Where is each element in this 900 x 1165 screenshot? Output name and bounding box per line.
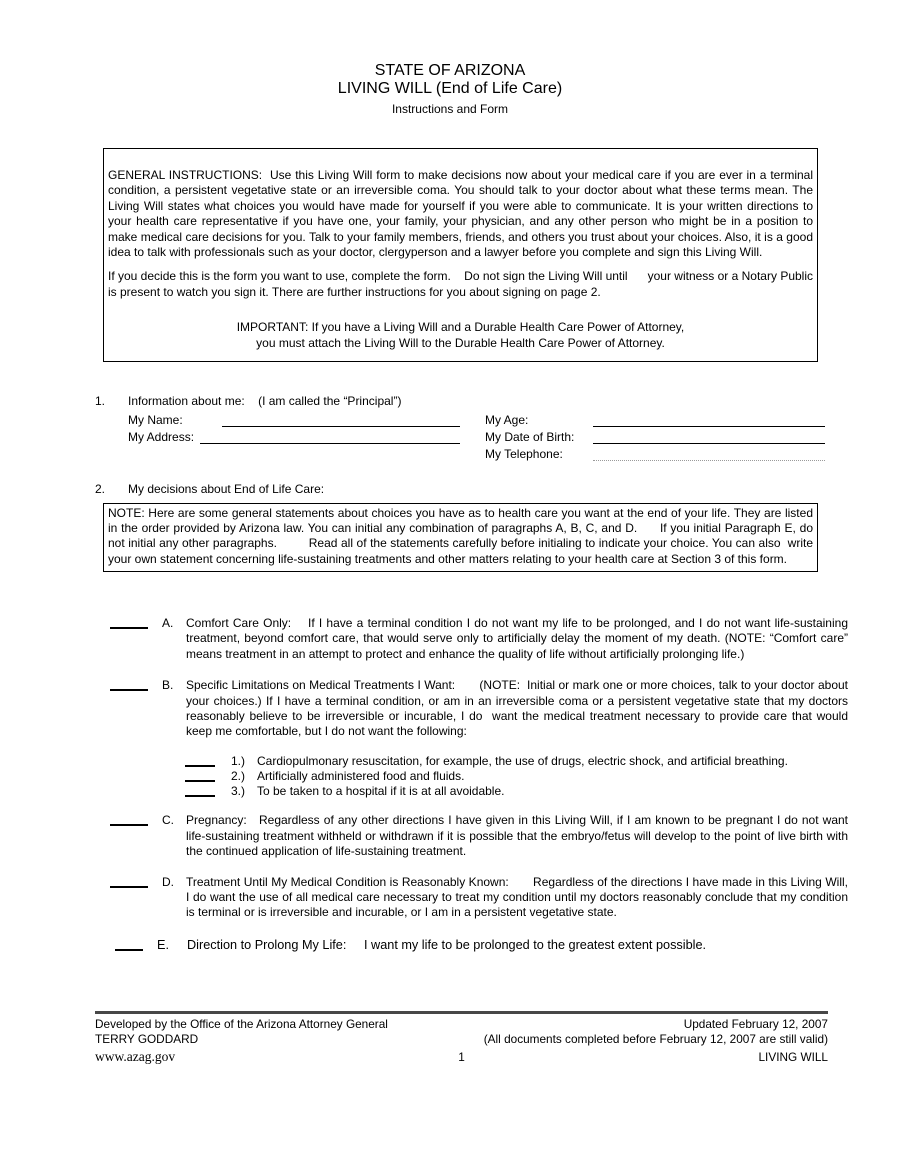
telephone-field-label: My Telephone: <box>485 447 563 461</box>
section-2-number: 2. <box>95 482 106 496</box>
dob-input-line[interactable] <box>593 429 825 444</box>
sub-item-2-text: Artificially administered food and fluids. <box>257 769 465 784</box>
signing-instructions-paragraph: If you decide this is the form you want to use, complete the form. Do not sign the Living Will until your witness or a Notary Public is present to watch you sign it. There are further instructions for you about signing on page 2. <box>108 269 817 299</box>
age-input-line[interactable] <box>593 412 825 427</box>
general-instructions-box <box>103 148 818 362</box>
item-b-text: Specific Limitations on Medical Treatments I Want: (NOTE: Initial or mark one or more choices, talk to your doctor about your choices.) If I have a terminal condition, or am in an irreversible coma or a persistent vegetative state that my doctors reasonably believe to be irreversible or incurable, I do want the medical treatment necessary to provide care that would keep me comfortable, but I do not want the following: <box>186 678 852 739</box>
item-a-text: Comfort Care Only: If I have a terminal condition I do not want my life to be prolonged, and I do not want life-sustaining treatment, beyond comfort care, that would serve only to artificially delay the moment of my death. (NOTE: “Comfort care” means treatment in an attempt to protect and enhance the quality of life without artificially prolonging life.) <box>186 616 852 661</box>
initials-line-d[interactable] <box>110 875 148 888</box>
item-d-treatment-until-known <box>108 874 852 921</box>
page-number: 1 <box>458 1050 465 1064</box>
important-notice <box>108 320 813 351</box>
item-c-letter: C. <box>162 813 174 828</box>
footer-website-link[interactable]: www.azag.gov <box>95 1049 176 1064</box>
note-text: NOTE: Here are some general statements about choices you have as to health care you want at the end of your life. They are listed in the order provided by Arizona law. You can initial any combination of paragraphs A, B, C, and D. If you initial Paragraph E, do not initial any other paragraphs. Read all of the statements carefully before initialing to indicate your choice. You can also write your own statement concerning life-sustaining treatments and other matters relating to your health care at Section 3 of this form. <box>108 506 817 566</box>
initials-line-b1[interactable] <box>185 754 215 767</box>
sub-item-3-text: To be taken to a hospital if it is at all avoidable. <box>257 784 505 799</box>
general-instructions-paragraph: GENERAL INSTRUCTIONS: Use this Living Will form to make decisions now about your medical care if you are ever in a terminal condition, a persistent vegetative state or an irreversible coma. You should talk to your doctor about what these terms mean. The Living Will states what choices you would have made for yourself if you were able to communicate. It is your written directions to your health care representative if you have one, your family, your physician, and any other person who might be in a position to make medical care decisions for you. Talk to your family members, friends, and others you trust about your choices. Also, it is a good idea to talk with professionals such as your doctor, clergyperson and a lawyer before you complete and sign this Living Will. <box>108 168 817 260</box>
item-b-letter: B. <box>162 678 174 693</box>
footer-attorney-general-name: TERRY GODDARD <box>95 1031 199 1046</box>
footer <box>95 1017 828 1065</box>
choice-items-list <box>108 616 852 953</box>
initials-line-e[interactable] <box>115 938 143 951</box>
section-1-information-about-me <box>95 393 825 461</box>
age-field-label: My Age: <box>485 413 529 427</box>
dob-field-label: My Date of Birth: <box>485 430 575 444</box>
sub-item-1-text: Cardiopulmonary resuscitation, for example, the use of drugs, electric shock, and artificial breathing. <box>257 753 788 768</box>
footer-document-label: LIVING WILL <box>758 1050 828 1064</box>
address-input-line[interactable] <box>200 429 460 444</box>
item-e-text: Direction to Prolong My Life: I want my life to be prolonged to the greatest extent possible. <box>187 937 707 952</box>
initials-line-b2[interactable] <box>185 769 215 782</box>
initials-line-a[interactable] <box>110 616 148 629</box>
sub-item-3-hospital <box>185 784 848 799</box>
note-box <box>103 503 818 572</box>
sub-item-2-number: 2.) <box>231 769 246 784</box>
sub-item-2-food-fluids <box>185 769 848 784</box>
item-b-sub-choices <box>185 754 848 800</box>
name-field-label: My Name: <box>128 413 183 427</box>
initials-line-b3[interactable] <box>185 784 215 797</box>
section-1-heading: Information about me: (I am called the “Principal”) <box>128 394 402 408</box>
name-input-line[interactable] <box>222 412 460 427</box>
sub-item-1-number: 1.) <box>231 753 246 768</box>
item-c-pregnancy <box>108 813 852 859</box>
telephone-input-line[interactable] <box>593 446 825 461</box>
sub-item-1-cpr <box>185 754 848 769</box>
item-a-letter: A. <box>162 616 174 630</box>
item-d-letter: D. <box>162 874 174 889</box>
section-2-heading: My decisions about End of Life Care: <box>128 482 325 496</box>
section-2-end-of-life-decisions <box>95 481 825 497</box>
document-title-line1: STATE OF ARIZONA <box>374 62 526 79</box>
initials-line-c[interactable] <box>110 813 148 826</box>
item-c-text: Pregnancy: Regardless of any other directions I have given in this Living Will, if I am known to be pregnant I do not want life-sustaining treatment withheld or withdrawn if it is possible that the embryo/fetus will develop to the point of live birth with the continued application of life-sustaining treatment. <box>186 813 852 859</box>
footer-developed-by: Developed by the Office of the Arizona Attorney General <box>95 1017 388 1031</box>
important-notice-line2: you must attach the Living Will to the Durable Health Care Power of Attorney. <box>256 335 665 350</box>
footer-divider-rule <box>95 1011 828 1014</box>
document-title-line2: LIVING WILL (End of Life Care) <box>337 80 563 97</box>
initials-line-b[interactable] <box>110 678 148 691</box>
item-d-text: Treatment Until My Medical Condition is Reasonably Known: Regardless of the directions I have made in this Living Will, I do want the use of all medical care necessary to treat my condition until my doctors reasonably conclude that my condition is terminal or is irreversible and incurable, or I am in a persistent vegetative state. <box>186 874 852 920</box>
section-1-number: 1. <box>95 394 106 408</box>
item-e-prolong-life <box>108 938 848 953</box>
sub-item-3-number: 3.) <box>231 784 246 799</box>
document-header <box>0 62 900 116</box>
item-b-specific-limitations <box>108 678 852 740</box>
footer-validity-note: (All documents completed before February 12, 2007 are still valid) <box>483 1031 828 1046</box>
item-a-comfort-care <box>108 616 852 662</box>
item-e-letter: E. <box>157 937 169 952</box>
footer-updated-date: Updated February 12, 2007 <box>683 1017 828 1031</box>
document-subtitle: Instructions and Form <box>391 102 509 116</box>
address-field-label: My Address: <box>128 430 195 444</box>
important-notice-line1: IMPORTANT: If you have a Living Will and a Durable Health Care Power of Attorney, <box>236 320 685 335</box>
